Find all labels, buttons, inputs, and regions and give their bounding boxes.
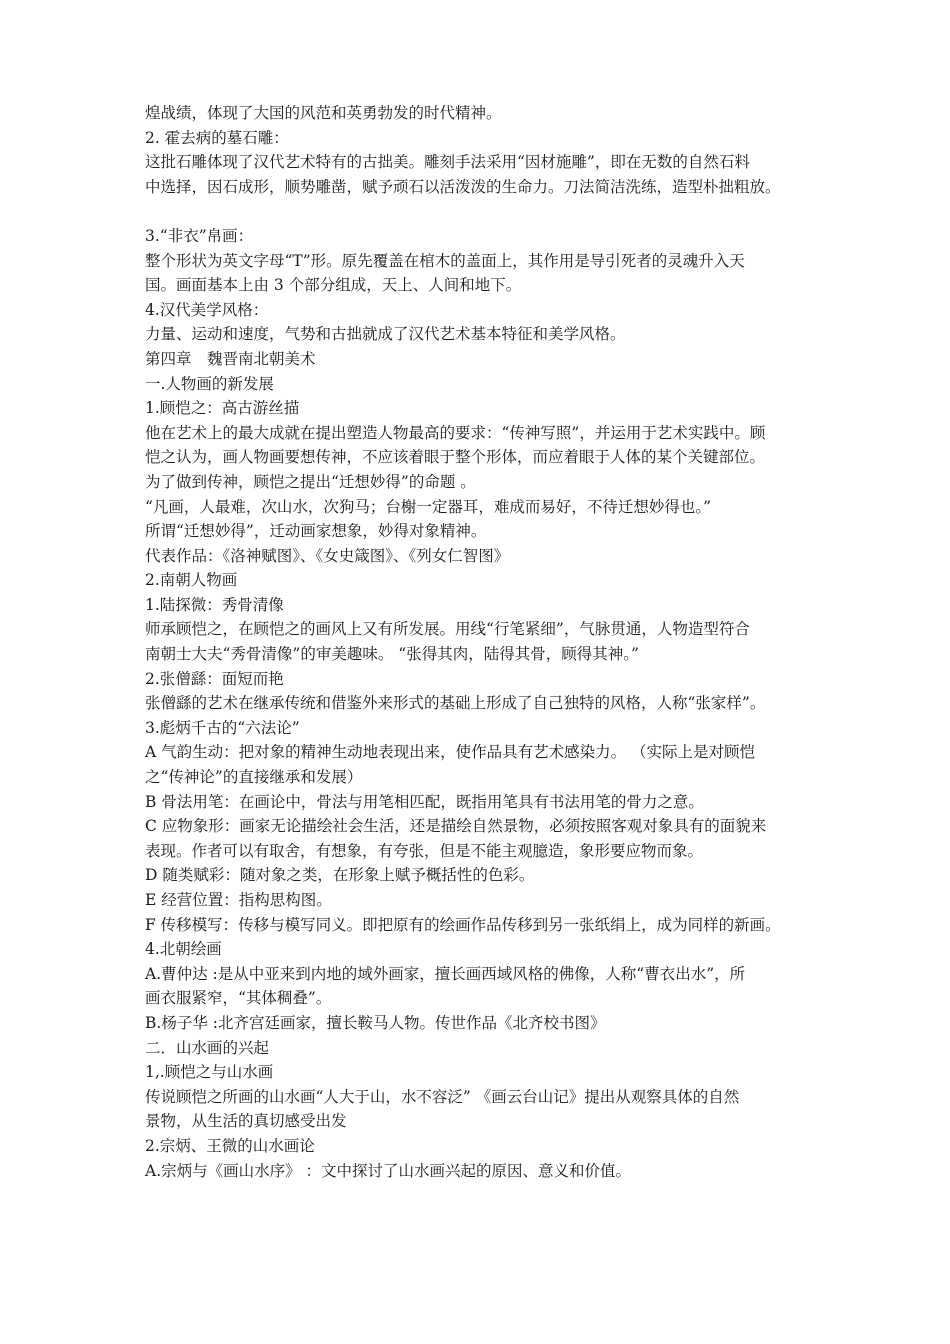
text-line: 中选择，因石成形，顺势雕凿，赋予顽石以活泼泼的生命力。刀法简洁洗练，造型朴拙粗放。	[145, 177, 781, 196]
text-line: 传说顾恺之所画的山水画“人大于山，水不容泛” 《画云台山记》提出从观察具体的自然	[145, 1087, 740, 1106]
text-line: 他在艺术上的最大成就在提出塑造人物最高的要求：“传神写照”，并运用于艺术实践中。顾	[145, 423, 766, 442]
text-line: 2.南朝人物画	[145, 571, 238, 590]
text-line: 力量、运动和速度，气势和古拙就成了汉代艺术基本特征和美学风格。	[145, 325, 626, 344]
text-line: 2.宗炳、王微的山水画论	[145, 1136, 315, 1155]
text-line: 国。画面基本上由 3 个部分组成，天上、人间和地下。	[145, 276, 522, 295]
blank-line	[145, 199, 810, 224]
text-line: 景物，从生活的真切感受出发	[145, 1112, 347, 1131]
text-line: 1.陆探微：秀骨清像	[145, 595, 284, 614]
text-line: 1,.顾恺之与山水画	[145, 1063, 274, 1082]
text-line: 之“传神论”的直接继承和发展）	[145, 768, 363, 787]
text-line: B.杨子华 :北齐宫廷画家，擅长鞍马人物。传世作品《北齐校书图》	[145, 1013, 606, 1032]
text-line: 南朝士大夫“秀骨清像”的审美趣味。 “张得其肉，陆得其骨，顾得其神。”	[145, 645, 639, 664]
text-line: 为了做到传神，顾恺之提出“迁想妙得”的命题 。	[145, 472, 476, 491]
text-line: E 经营位置：指构思构图。	[145, 891, 332, 909]
text-line: 1.顾恺之：高古游丝描	[145, 399, 300, 418]
text-line: C 应物象形：画家无论描绘社会生活，还是描绘自然景物，必须按照客观对象具有的面貌来	[145, 817, 767, 836]
text-line: D 随类赋彩：随对象之类，在形象上赋予概括性的色彩。	[145, 866, 535, 885]
text-line: 整个形状为英文字母“T”形。原先覆盖在棺木的盖面上，其作用是导引死者的灵魂升入天	[145, 251, 745, 270]
text-line: F 传移模写：传移与模写同义。即把原有的绘画作品传移到另一张纸绢上，成为同样的新画。	[145, 915, 781, 934]
text-line: 2. 霍去病的墓石雕：	[145, 128, 289, 147]
text-line: 张僧繇的艺术在继承传统和借鉴外来形式的基础上形成了自己独特的风格，人称“张家样”。	[145, 694, 766, 713]
text-line: 二．山水画的兴起	[145, 1038, 270, 1057]
text-line: 所谓“迁想妙得”，迁动画家想象，妙得对象精神。	[145, 522, 487, 541]
text-line: B 骨法用笔：在画论中，骨法与用笔相匹配，既指用笔具有书法用笔的骨力之意。	[145, 792, 704, 811]
text-line: 师承顾恺之，在顾恺之的画风上又有所发展。用线“行笔紧细”，气脉贯通，人物造型符合	[145, 620, 750, 639]
text-line: 第四章 魏晋南北朝美术	[145, 349, 316, 368]
text-line: 这批石雕体现了汉代艺术特有的古拙美。雕刻手法采用“因材施雕”，即在无数的自然石料	[145, 153, 750, 172]
text-line: A.宗炳与《画山水序》 ：文中探讨了山水画兴起的原因、意义和价值。	[145, 1161, 632, 1180]
text-line: 3.彪炳千古的“六法论”	[145, 718, 300, 737]
text-line: 恺之认为，画人物画要想传神，不应该着眼于整个形体，而应着眼于人体的某个关键部位。	[145, 448, 766, 467]
text-line: A 气韵生动：把对象的精神生动地表现出来，使作品具有艺术感染力。 （实际上是对顾恺	[145, 743, 756, 762]
text-line: 一.人物画的新发展	[145, 374, 274, 393]
text-line: “凡画，人最难，次山水，次狗马；台榭一定器耳，难成而易好，不待迁想妙得也。”	[145, 497, 712, 516]
text-line: 4.北朝绘画	[145, 940, 222, 959]
text-line: 代表作品：《洛神赋图》、《女史箴图》、《列女仁智图》	[145, 546, 510, 565]
document-body	[145, 101, 810, 1183]
text-line: 4.汉代美学风格：	[145, 300, 269, 319]
text-line: 画衣服紧窄，“其体稠叠”。	[145, 989, 332, 1008]
text-line: 2.张僧繇：面短而艳	[145, 669, 284, 688]
text-line: 3.“非衣”帛画：	[145, 226, 254, 245]
text-line: 煌战绩，体现了大国的风范和英勇勃发的时代精神。	[145, 104, 502, 122]
text-line: A.曹仲达 :是从中亚来到内地的域外画家，擅长画西域风格的佛像，人称“曹衣出水”，所	[145, 964, 746, 983]
text-line: 表现。作者可以有取舍，有想象，有夸张，但是不能主观臆造，象形要应物而象。	[145, 841, 704, 860]
